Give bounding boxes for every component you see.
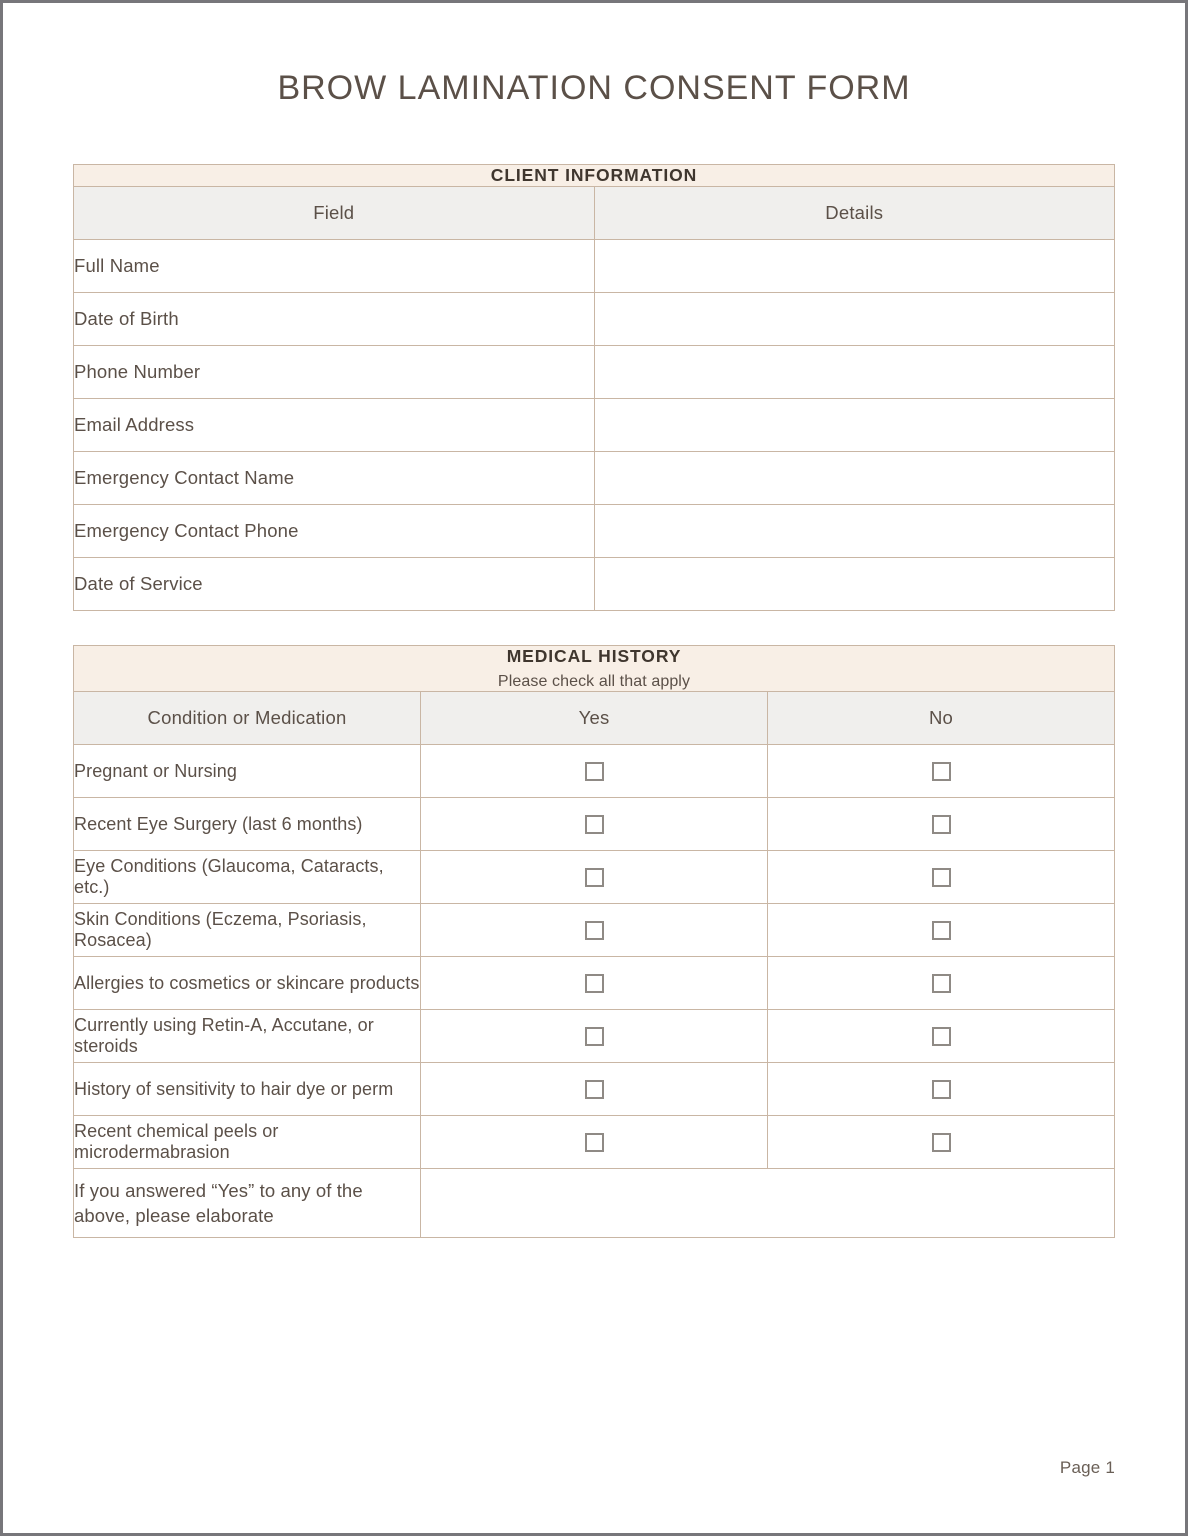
condition-label-pregnant-or-nursing: Pregnant or Nursing xyxy=(74,745,421,798)
medical-history-band xyxy=(74,646,1115,692)
checkbox-icon-no[interactable] xyxy=(932,1027,951,1046)
checkbox-icon-yes[interactable] xyxy=(585,868,604,887)
checkbox-icon-no[interactable] xyxy=(932,974,951,993)
checkbox-icon-yes[interactable] xyxy=(585,1133,604,1152)
checkbox-cell-yes[interactable] xyxy=(421,1010,768,1063)
table-row xyxy=(74,957,1115,1010)
checkbox-icon-yes[interactable] xyxy=(585,815,604,834)
checkbox-cell-yes[interactable] xyxy=(421,1116,768,1169)
checkbox-icon-yes[interactable] xyxy=(585,921,604,940)
elaborate-input[interactable] xyxy=(421,1169,1115,1238)
client-information-band-row xyxy=(74,165,1115,187)
table-row xyxy=(74,1010,1115,1063)
checkbox-icon-no[interactable] xyxy=(932,762,951,781)
table-row xyxy=(74,240,1115,293)
table-row xyxy=(74,346,1115,399)
checkbox-cell-no[interactable] xyxy=(768,904,1115,957)
field-label-emergency-contact-phone: Emergency Contact Phone xyxy=(74,505,595,558)
checkbox-icon-no[interactable] xyxy=(932,1080,951,1099)
checkbox-cell-yes[interactable] xyxy=(421,745,768,798)
client-information-title: CLIENT INFORMATION xyxy=(490,165,698,186)
client-information-header-row xyxy=(74,187,1115,240)
field-label-date-of-birth: Date of Birth xyxy=(74,293,595,346)
elaborate-row xyxy=(74,1169,1115,1238)
column-header-condition: Condition or Medication xyxy=(74,692,421,745)
table-row xyxy=(74,798,1115,851)
checkbox-icon-yes[interactable] xyxy=(585,762,604,781)
checkbox-cell-no[interactable] xyxy=(768,745,1115,798)
page-content xyxy=(3,3,1185,1533)
table-row xyxy=(74,745,1115,798)
condition-label-skin-conditions: Skin Conditions (Eczema, Psoriasis, Rosacea) xyxy=(74,904,421,957)
checkbox-cell-no[interactable] xyxy=(768,1010,1115,1063)
field-input-date-of-birth[interactable] xyxy=(594,293,1115,346)
condition-label-hair-dye-sensitivity: History of sensitivity to hair dye or perm xyxy=(74,1063,421,1116)
section-spacer xyxy=(73,611,1115,645)
field-input-email-address[interactable] xyxy=(594,399,1115,452)
column-header-no: No xyxy=(768,692,1115,745)
checkbox-cell-no[interactable] xyxy=(768,851,1115,904)
table-row xyxy=(74,452,1115,505)
medical-history-body xyxy=(74,646,1115,1238)
checkbox-icon-yes[interactable] xyxy=(585,974,604,993)
medical-history-table xyxy=(73,645,1115,1238)
checkbox-icon-no[interactable] xyxy=(932,1133,951,1152)
column-header-yes: Yes xyxy=(421,692,768,745)
checkbox-cell-yes[interactable] xyxy=(421,798,768,851)
table-row xyxy=(74,1063,1115,1116)
checkbox-cell-yes[interactable] xyxy=(421,957,768,1010)
column-header-field: Field xyxy=(74,187,595,240)
condition-label-retin-a-accutane-steroids: Currently using Retin-A, Accutane, or steroids xyxy=(74,1010,421,1063)
field-label-emergency-contact-name: Emergency Contact Name xyxy=(74,452,595,505)
checkbox-cell-yes[interactable] xyxy=(421,904,768,957)
condition-label-allergies: Allergies to cosmetics or skincare products xyxy=(74,957,421,1010)
column-header-details: Details xyxy=(594,187,1115,240)
checkbox-icon-no[interactable] xyxy=(932,815,951,834)
field-label-phone-number: Phone Number xyxy=(74,346,595,399)
table-row xyxy=(74,1116,1115,1169)
checkbox-cell-no[interactable] xyxy=(768,957,1115,1010)
medical-history-subtitle: Please check all that apply xyxy=(497,673,691,691)
page-title: BROW LAMINATION CONSENT FORM xyxy=(277,69,911,107)
checkbox-cell-yes[interactable] xyxy=(421,851,768,904)
medical-history-header-row xyxy=(74,692,1115,745)
checkbox-icon-yes[interactable] xyxy=(585,1080,604,1099)
field-input-emergency-contact-phone[interactable] xyxy=(594,505,1115,558)
table-row xyxy=(74,558,1115,611)
medical-history-title: MEDICAL HISTORY xyxy=(506,646,682,667)
table-row xyxy=(74,399,1115,452)
field-input-emergency-contact-name[interactable] xyxy=(594,452,1115,505)
medical-history-band-row xyxy=(74,646,1115,692)
table-row xyxy=(74,851,1115,904)
checkbox-icon-no[interactable] xyxy=(932,868,951,887)
field-input-full-name[interactable] xyxy=(594,240,1115,293)
checkbox-cell-no[interactable] xyxy=(768,1116,1115,1169)
field-label-full-name: Full Name xyxy=(74,240,595,293)
table-row xyxy=(74,293,1115,346)
checkbox-icon-no[interactable] xyxy=(932,921,951,940)
field-input-phone-number[interactable] xyxy=(594,346,1115,399)
condition-label-recent-eye-surgery: Recent Eye Surgery (last 6 months) xyxy=(74,798,421,851)
table-row xyxy=(74,904,1115,957)
field-label-email-address: Email Address xyxy=(74,399,595,452)
field-label-date-of-service: Date of Service xyxy=(74,558,595,611)
elaborate-label: If you answered “Yes” to any of the above, please elaborate xyxy=(74,1169,421,1238)
table-row xyxy=(74,505,1115,558)
field-input-date-of-service[interactable] xyxy=(594,558,1115,611)
page-number: Page 1 xyxy=(1059,1458,1115,1477)
client-information-body xyxy=(74,165,1115,611)
checkbox-icon-yes[interactable] xyxy=(585,1027,604,1046)
checkbox-cell-yes[interactable] xyxy=(421,1063,768,1116)
condition-label-eye-conditions: Eye Conditions (Glaucoma, Cataracts, etc.) xyxy=(74,851,421,904)
checkbox-cell-no[interactable] xyxy=(768,1063,1115,1116)
condition-label-chemical-peels: Recent chemical peels or microdermabrasion xyxy=(74,1116,421,1169)
checkbox-cell-no[interactable] xyxy=(768,798,1115,851)
client-information-band xyxy=(74,165,1115,187)
client-information-table xyxy=(73,164,1115,611)
